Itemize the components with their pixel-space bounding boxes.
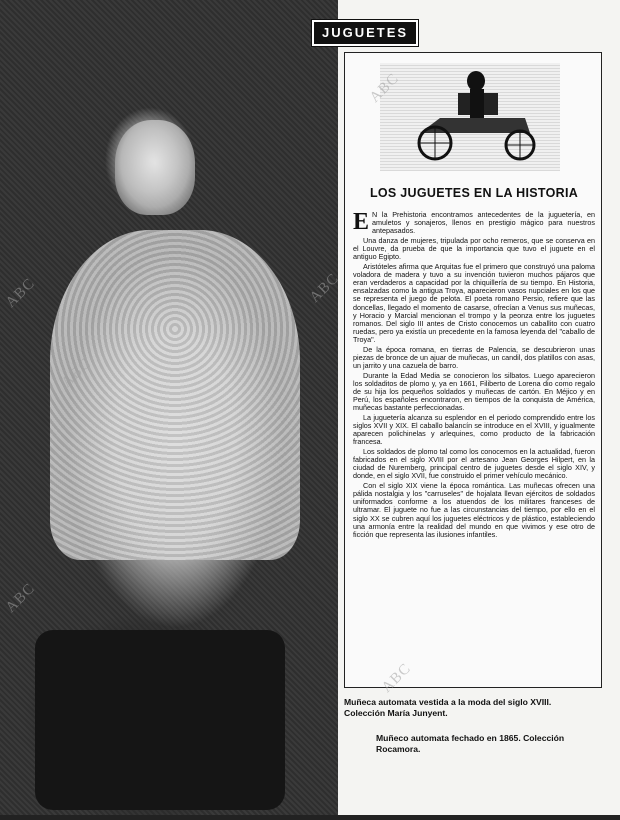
automaton-car-illustration: [380, 63, 560, 171]
paragraph: Aristóteles afirma que Arquitas fue el primero que construyó una paloma voladora de madera y tuvo a su invención tuvieron muchos pájaros que eran verdaderos a capacidad por la chiquillería de su tiempo. En Historia, ensalzadas como la antigua Troya, aparecieron vasos nupciales en los que se representa el juego de pelota. El poeta romano Persio, refiere que las doncellas, llegado el momento de casarse, ofrecían a Venus sus muñecas, y Horacio y Marcial mencionan el trompo y la peonza entre los juguetes romanos. Del siglo III antes de Cristo conocemos un caballito con cuatro ruedas, pero ya existía un precedente en la famosa leyenda del "caballo de Troya".: [353, 261, 595, 345]
doll-caption: Muñeca automata vestida a la moda del siglo XVIII. Colección María Junyent.: [344, 697, 552, 718]
paragraph: Durante la Edad Media se conocieron los silbatos. Luego aparecieron los soldaditos de plomo y, ya en 1661, Filiberto de Lorena dio como regalo de su hija los pequeños soldados y muñecas de cartón. En Méjico y en Perú, los españoles encontraron, en tiempos de la conquista de América, muñecas bastante perfeccionadas.: [353, 370, 595, 413]
doll-head: [115, 120, 195, 215]
car-drawing: [380, 63, 560, 171]
car-caption: Muñeco automata fechado en 1865. Colección Rocamora.: [376, 733, 565, 754]
paragraph: Una danza de mujeres, tripulada por ocho remeros, que se conserva en el Louvre, da prueba de que la importancia que tuvo el juguete en el antiguo Egipto.: [353, 235, 595, 262]
page-bottom-rule: [0, 815, 620, 820]
article-headline: LOS JUGUETES EN LA HISTORIA: [369, 186, 579, 200]
paragraph: Con el siglo XIX viene la época romántica. Las muñecas ofrecen una pálida nostalgia y los "carruseles" de hojalata llevan ejércitos de soldados uniformados conforme a los atuendos de los militares franceses de ultramar. El juguete no fue a las circunstancias del tiempo, por ello en el siglo XX se cubren aquí los juguetes eléctricos y de plástico, estableciendo una armonía entre la realidad del mundo en que vivimos y ese otro de ficción que representa las ilusiones infantiles.: [353, 480, 595, 540]
doll-dress: [50, 230, 300, 560]
watermark: ABC: [2, 580, 39, 616]
watermark: ABC: [366, 70, 403, 106]
section-tag: JUGUETES: [312, 20, 418, 46]
watermark: ABC: [2, 275, 39, 311]
paragraph: La juguetería alcanza su esplendor en el periodo comprendido entre los siglos XVII y XIX. El caballo balancín se introduce en el XVIII, y igualmente aparecen polichinelas y arlequines, como producto de la fabricación francesa.: [353, 412, 595, 447]
watermark: ABC: [58, 355, 95, 391]
article-body: [353, 211, 595, 683]
watermark: ABC: [306, 270, 343, 306]
watermark: ABC: [378, 660, 415, 696]
paragraph: E N la Prehistoria encontramos antecedentes de la juguetería, en amuletos y sonajeros, llenos en prestigio mágico para nuestros antepasados.: [353, 211, 595, 236]
article-frame: [344, 52, 602, 688]
paragraph: Los soldados de plomo tal como los conocemos en la actualidad, fueron fabricados en el siglo XVIII por el artesano Jean Georges Hilpert, en la ciudad de Nuremberg, principal centro de juguetes desde el siglo XIV, y donde, en el siglo XVII, fue construido el primer vehículo mecánico.: [353, 446, 595, 481]
paragraph: De la época romana, en tierras de Palencia, se descubrieron unas piezas de bronce de un ajuar de muñecas, un candil, dos platillos con asas, un jarrito y una cazuela de barro.: [353, 344, 595, 371]
doll-pedestal: [35, 630, 285, 810]
drop-cap: E: [353, 211, 370, 235]
